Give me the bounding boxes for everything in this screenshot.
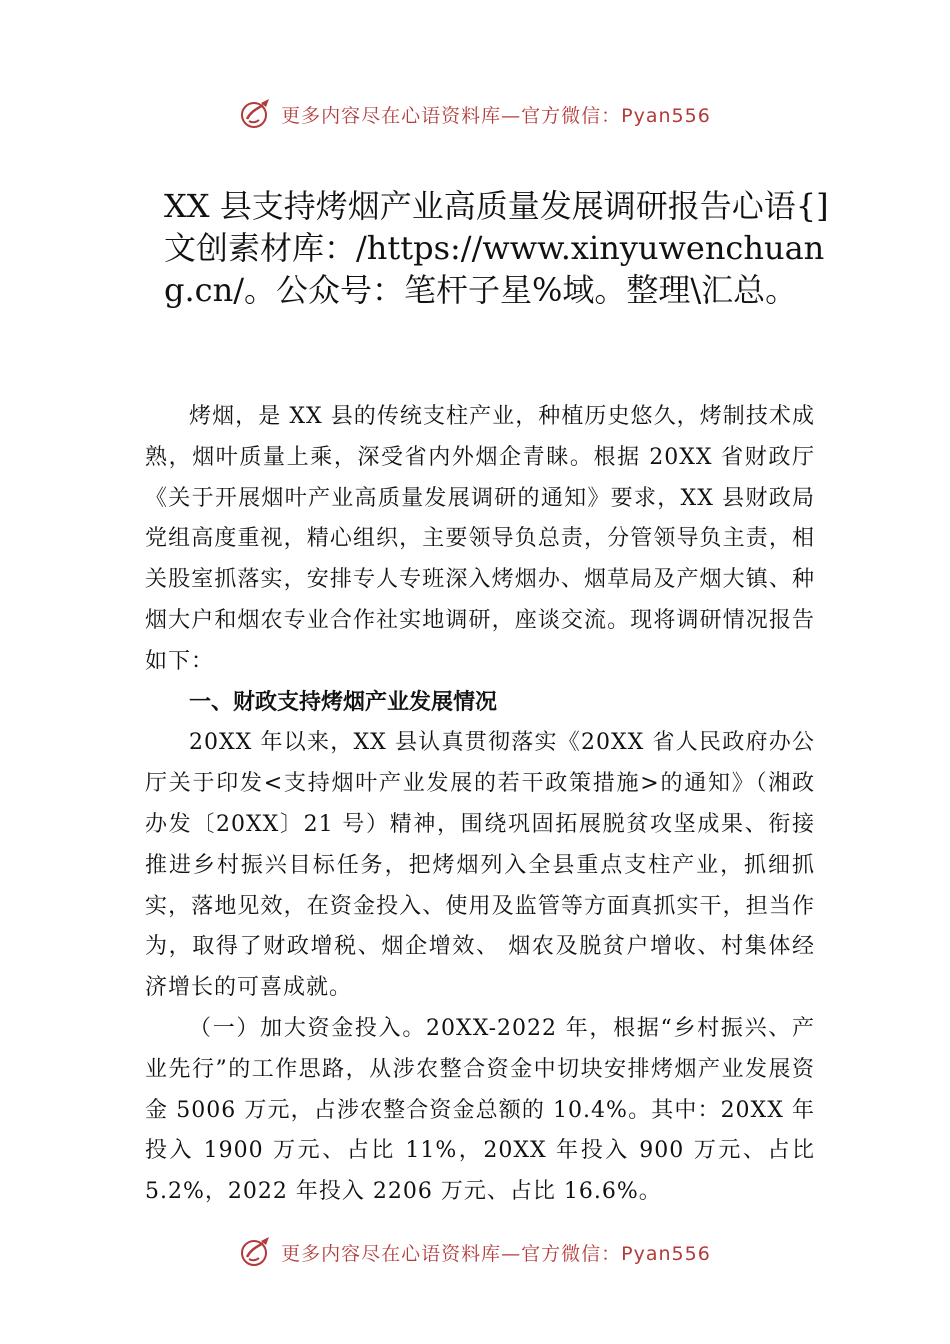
paragraph-subsection-1: （一）加大资金投入。20XX-2022 年，根据“乡村振兴、产业先行”的工作思路，从涉农整合资金中切块安排烤烟产业发展资金 5006 万元，占涉农整合资金总额的 10.4%。其中：20XX 年投入 1900 万元、占比 11%，20XX 年投入 900 万元、占比 5.2%，2022 年投入 2206 万元、占比 16.6%。 [145,1015,815,1205]
document-title: XX 县支持烤烟产业高质量发展调研报告心语{]文创素材库：/https://www.xinyuwenchuang.cn/。公众号：笔杆子星%域。整理\汇总。 [164,187,829,309]
section-heading-1: 一、财政支持烤烟产业发展情况 [189,689,498,715]
paragraph-section-1: 20XX 年以来，XX 县认真贯彻落实《20XX 省人民政府办公厅关于印发<支持烟叶产业发展的若干政策措施>的通知》（湘政办发〔20XX〕21 号）精神，围绕巩固拓展脱贫攻坚成果、衔接推进乡村振兴目标任务，把烤烟列入全县重点支柱产业，抓细抓实，落地见效，在资金投入、使用及监管等方面真抓实干，担当作为，取得了财政增税、烟企增效、 烟农及脱贫户增收、村集体经济增长的可喜成就。 [145,730,815,1001]
wechat-id: Pyan556 [621,104,711,127]
document-body [145,397,815,1213]
header-banner [0,94,950,134]
banner-text: 更多内容尽在心语资料库—官方微信：Pyan556 [281,104,711,127]
writing-hand-logo-icon [239,1235,273,1269]
banner-text: 更多内容尽在心语资料库—官方微信：Pyan556 [281,1242,711,1265]
paragraph-intro: 烤烟，是 XX 县的传统支柱产业，种植历史悠久，烤制技术成熟，烟叶质量上乘，深受省内外烟企青睐。根据 20XX 省财政厅《关于开展烟叶产业高质量发展调研的通知》要求，XX 县财政局党组高度重视，精心组织，主要领导负总责，分管领导负主责，相关股室抓落实，安排专人专班深入烤烟办、烟草局及产烟大镇、种烟大户和烟农专业合作社实地调研，座谈交流。现将调研情况报告如下： [145,404,815,674]
writing-hand-logo-icon [239,97,273,131]
footer-banner [0,1232,950,1272]
wechat-id: Pyan556 [621,1242,711,1265]
